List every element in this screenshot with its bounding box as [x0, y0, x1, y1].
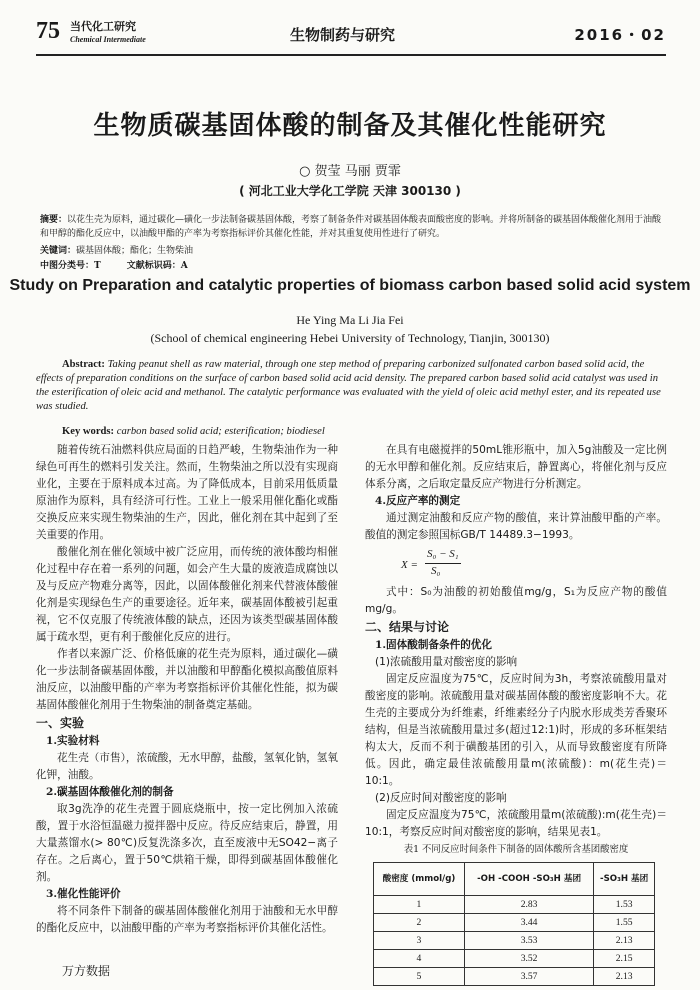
table-cell: 3.57: [464, 968, 593, 986]
left-column: [36, 442, 338, 937]
table-header-cell: -SO₃H 基团: [594, 863, 655, 896]
section-heading-experiment: 一、实验: [36, 716, 85, 730]
abstract-cn-label: 摘要：: [40, 215, 68, 225]
table-cell: 2.13: [594, 968, 655, 986]
page-number: 75: [36, 18, 60, 44]
paragraph: 随着传统石油燃料供应局面的日趋严峻，生物柴油作为一种绿色可再生的燃料引发关注。然而，生物柴油之所以没有实现商业化，主要在于原料成本过高。为了降低成本，目前采用低质量原油作为原料，具有经济可行性。工业上一般采用催化酯化或酯交换反应来实现生物柴油的生产，因此，催化剂在其中起到了至关重要的作用。: [36, 444, 338, 541]
issue-number: 2016・02: [574, 26, 666, 44]
sub-subsection-heading: (1)浓硫酸用量对酸密度的影响: [375, 656, 518, 668]
keywords-cn-label: 关键词：: [40, 246, 77, 256]
abstract-cn-text: 以花生壳为原料，通过碳化—磺化一步法制备碳基固体酸，考察了制备条件对碳基固体酸表面酸密度的影响。并将所制备的碳基固体酸催化剂用于油酸和甲醇的酯化反应中，以油酸甲酯的产率为考察指标评价其催化性能，并对其重复使用性进行了研究。: [40, 215, 662, 239]
paragraph: 式中：S₀为油酸的初始酸值mg/g，S₁为反应产物的酸值mg/g。: [365, 586, 667, 615]
paragraph: 通过测定油酸和反应产物的酸值，来计算油酸甲酯的产率。酸值的测定参照国标GB/T 14489.3−1993。: [365, 512, 667, 541]
paragraph: 取3g洗净的花生壳置于圆底烧瓶中，按一定比例加入浓硫酸，置于水浴恒温磁力搅拌器中反应。待反应结束后，静置，用大量蒸馏水(> 80℃)反复洗涤多次，直至废液中无SO42−离子存在。之后离心，置于50℃烘箱干燥，即得到碳基固体酸催化剂。: [36, 803, 338, 883]
doc-code-label: 文献标识码：: [126, 261, 181, 271]
abstract-cn: [40, 213, 662, 241]
formula-denominator: S₀: [431, 565, 441, 577]
title-en: Study on Preparation and catalytic properties of biomass carbon based solid acid system: [9, 277, 691, 294]
subsection-heading: 1.实验材料: [46, 735, 100, 747]
title-cn: 生物质碳基固体酸的制备及其催化性能研究: [93, 111, 607, 141]
subsection-heading: 3.催化性能评价: [46, 888, 121, 900]
abstract-en-text: Taking peanut shell as raw material, through one step method of preparing carbonized sulfonated carbon based solid acid, the effects of preparation conditions on the surface of carbon based solid acid acid density. The prepared carbon based solid acid catalyst was used in the esterification of oleic acid and methanol. The catalytic performance was evaluated with the yield of oleic acid methyl ester, and its repeated use was studied.: [36, 359, 661, 412]
affiliation-cn: ( 河北工业大学化工学院 天津 300130 ): [239, 184, 461, 198]
acid-density-table: [373, 862, 655, 986]
classification: [40, 258, 188, 271]
paragraph: 在具有电磁搅拌的50mL锥形瓶中，加入5g油酸及一定比例的无水甲醇和催化剂。反应结束后，静置离心，将催化剂与反应体系分离，之后取定量反应产物进行分析测定。: [365, 444, 667, 490]
paragraph: 固定反应温度为75℃，反应时间为3h，考察浓硫酸用量对酸密度的影响。浓硫酸用量对碳基固体酸的酸密度影响不大。花生壳的主要成分为纤维素，纤维素经分子内脱水形成类芳香聚环结构，但是当浓硫酸用量过多(超过12:1)时，形成的多环框架结构太大，反而不利于磺酸基团的引入，从而导致酸密度有所降低。因此，确定最佳浓硫酸用量m(浓硫酸)：m(花生壳)＝10:1。: [365, 673, 667, 787]
table-row: [374, 932, 655, 950]
table-cell: 2.15: [594, 950, 655, 968]
table-row: [374, 968, 655, 986]
table-cell: 2: [374, 914, 465, 932]
keywords-cn-text: 碳基固体酸；酯化；生物柴油: [76, 246, 194, 256]
authors-en: He Ying Ma Li Jia Fei: [296, 313, 404, 327]
page-header: [36, 14, 666, 54]
formula-numerator: S₀ − S₁: [425, 546, 461, 564]
table-cell: 1: [374, 896, 465, 914]
table-cell: 1.55: [594, 914, 655, 932]
subsection-heading: 4.反应产率的测定: [375, 495, 461, 507]
paragraph: 作者以来源广泛、价格低廉的花生壳为原料，通过碳化—磺化一步法制备碳基固体酸，并以油酸和甲醇酯化模拟高酸值原料油反应，以油酸甲酯的产率为考察指标评价其催化性能，拟为碳基固体酸催化剂用于生物柴油的制备奠定基础。: [36, 648, 338, 711]
table-header-row: [374, 863, 655, 896]
abstract-en: [36, 358, 664, 414]
table-header-cell: 酸密度 (mmol/g): [374, 863, 465, 896]
table-cell: 4: [374, 950, 465, 968]
keywords-en-label: Key words:: [62, 426, 115, 437]
formula-lhs: X =: [401, 559, 418, 571]
header-rule: [36, 54, 666, 56]
table-cell: 2.83: [464, 896, 593, 914]
table-row: [374, 950, 655, 968]
paragraph: 将不同条件下制备的碳基固体酸催化剂用于油酸和无水甲醇的酯化反应中，以油酸甲酯的产率为考察指标评价其催化活性。: [36, 905, 338, 934]
section-name: 生物制药与研究: [290, 26, 396, 44]
table-cell: 2.13: [594, 932, 655, 950]
subsection-heading: 1.固体酸制备条件的优化: [375, 639, 492, 651]
paragraph: 酸催化剂在催化领域中被广泛应用，而传统的液体酸均相催化过程中存在着一系列的问题，如会产生大量的废液造成腐蚀以及与反应产物难分离等，因此，以固体酸催化剂来代替液体酸催化剂是实现绿色生产的重要途径。近年来，碳基固体酸被引起重视，它不仅克服了传统液体酸的缺点，还因为该类型碳基固体酸属于疏水型，更有利于酸催化反应的进行。: [36, 546, 338, 643]
table-caption: 表1 不同反应时间条件下制备的固体酸所含基团酸密度: [403, 844, 629, 855]
table-row: [374, 896, 655, 914]
paragraph: 花生壳（市售），浓硫酸，无水甲醇，盐酸，氢氧化钠，氢氧化钾，油酸。: [36, 752, 338, 781]
subsection-heading: 2.碳基固体酸催化剂的制备: [46, 786, 174, 798]
authors-cn: ○ 贺莹 马丽 贾霏: [299, 164, 401, 179]
table-cell: 3.52: [464, 950, 593, 968]
table-row: [374, 914, 655, 932]
table-cell: 3: [374, 932, 465, 950]
keywords-cn: [40, 243, 193, 256]
keywords-en: [62, 426, 325, 437]
table-cell: 1.53: [594, 896, 655, 914]
footer-watermark: 万方数据: [62, 964, 111, 978]
paragraph: 固定反应温度为75℃，浓硫酸用量m(浓硫酸):m(花生壳)＝10:1，考察反应时间对酸密度的影响，结果见表1。: [365, 809, 667, 838]
doc-code-value: A: [180, 261, 188, 271]
table-cell: 3.53: [464, 932, 593, 950]
yield-formula: [365, 544, 667, 584]
clc-label: 中图分类号：: [40, 261, 95, 271]
sub-subsection-heading: (2)反应时间对酸密度的影响: [375, 792, 507, 804]
journal-name-en: Chemical Intermediate: [70, 35, 146, 44]
clc-value: T: [94, 261, 101, 271]
table-header-cell: -OH -COOH -SO₃H 基团: [464, 863, 593, 896]
right-column: [365, 442, 667, 986]
affiliation-en: (School of chemical engineering Hebei University of Technology, Tianjin, 300130): [150, 331, 550, 345]
table-cell: 5: [374, 968, 465, 986]
journal-name: [70, 20, 146, 46]
keywords-en-text: carbon based solid acid; esterification; biodiesel: [116, 426, 325, 437]
journal-name-cn: 当代化工研究: [70, 20, 136, 33]
table-cell: 3.44: [464, 914, 593, 932]
section-heading-results: 二、结果与讨论: [365, 620, 450, 634]
abstract-en-label: Abstract:: [62, 359, 105, 370]
